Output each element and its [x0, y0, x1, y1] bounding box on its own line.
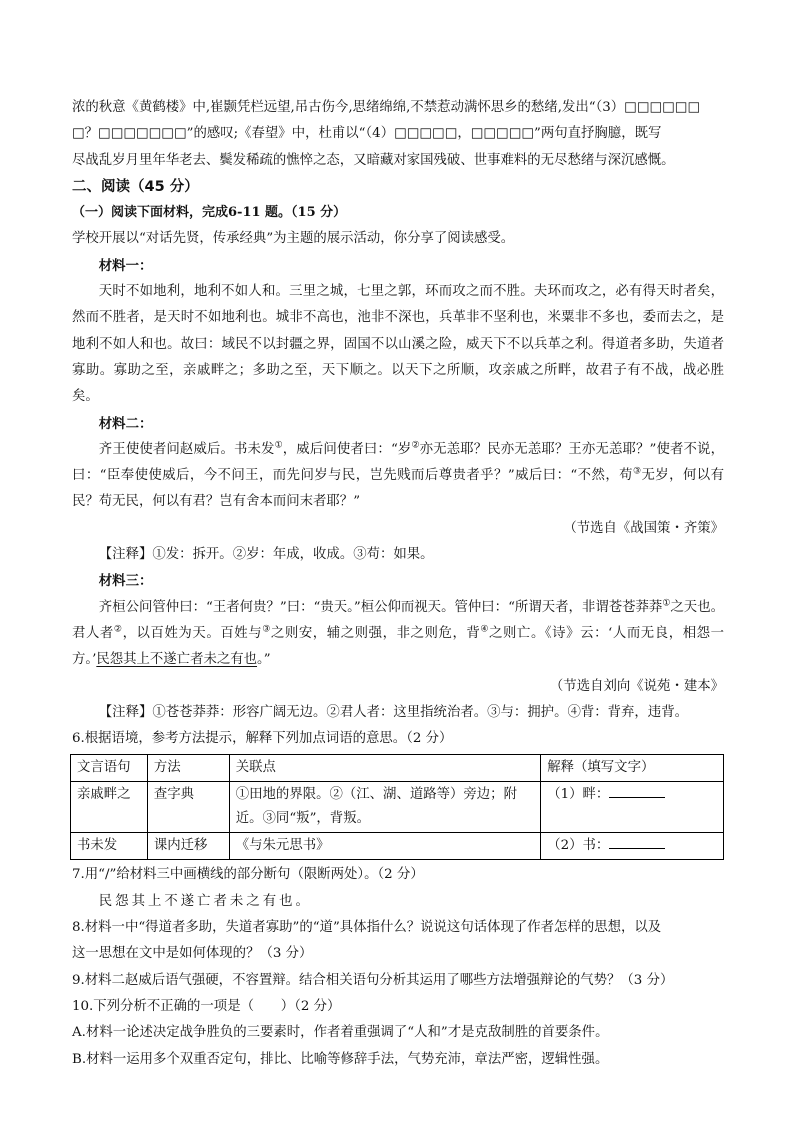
- answer-cell: （2）书：: [541, 833, 724, 860]
- q7-sentence: 民怨其上不遂亡者未之有也。: [98, 893, 312, 909]
- table-cell: 《与朱元思书》: [229, 833, 540, 860]
- material2-label: 材料二：: [98, 415, 153, 432]
- material3-text: 齐桓公问管仲曰：“王者何贵？”曰：“贵天。”桓公仰而视天。管仲曰：“所谓天者，非谓苍苍莽莽①之天也。君人者②，以百姓为天。百姓与③之则安，辅之则强，非之则危，背④之则亡。《诗》云：‘人而无良，相怨一方。’民怨其上不遂亡者未之有也。”: [72, 598, 725, 668]
- section2-title: 二、阅读（45 分）: [72, 178, 199, 195]
- answer-blank[interactable]: [609, 784, 665, 798]
- material2-annotation: 【注释】①发：拆开。②岁：年成，收成。③苟：如果。: [98, 547, 434, 563]
- material3-annotation: 【注释】①苍苍莽莽：形容广阔无边。②君人者：这里指统治者。③与：拥护。④背：背弃，违背。: [98, 704, 688, 720]
- table-cell: 课内迁移: [147, 833, 229, 860]
- top-paragraph-line2: □？□□□□□□□”的感叹;《春望》中，杜甫以“（4）□□□□□，□□□□□”两句直抒胸臆，既写: [72, 126, 662, 142]
- table-cell: 查字典: [147, 782, 229, 833]
- q7-stem: 7.用“/”给材料三中画横线的部分断句（限断两处）。（2 分）: [72, 867, 424, 883]
- q10-option-b: B.材料一运用多个双重否定句，排比、比喻等修辞手法，气势充沛，章法严密，逻辑性强。: [72, 1051, 609, 1067]
- table-header-row: [71, 755, 724, 782]
- table-row: [71, 833, 724, 860]
- q9-stem: 9.材料二赵威后语气强硬，不容置辩。结合相关语句分析其运用了哪些方法增强辩论的气势？（3 分）: [72, 972, 674, 988]
- footnote-marker: ②: [113, 624, 123, 635]
- table-header: 文言语句: [71, 755, 148, 782]
- answer-blank[interactable]: [609, 835, 665, 849]
- material2-text: 齐王使使者问赵威后。书未发①，威后问使者曰：“岁②亦无恙耶？民亦无恙耶？王亦无恙耶？”使者不说，曰：“臣奉使使威后，今不问王，而先问岁与民，岂先贱而后尊贵者乎？”威后曰：“不然，苟③无岁，何以有民？苟无民，何以有君？岂有舍本而问末者耶？”: [72, 440, 724, 510]
- footnote-marker: ②: [411, 440, 420, 451]
- table-header: 关联点: [229, 755, 540, 782]
- table-cell: ①田地的界限。②（江、湖、道路等）旁边；附近。③同“叛”，背叛。: [229, 782, 540, 833]
- footnote-marker: ①: [274, 440, 283, 451]
- material2-source: （节选自《战国策・齐策》: [563, 520, 724, 536]
- answer-cell: （1）畔：: [541, 782, 724, 833]
- footnote-marker: ①: [662, 598, 671, 609]
- underlined-sentence: 民怨其上不遂亡者未之有也: [96, 652, 258, 668]
- table-cell: 书未发: [71, 833, 148, 860]
- table-header: 解释（填写文字）: [541, 755, 724, 782]
- footnote-marker: ③: [632, 466, 642, 477]
- material1-label: 材料一：: [98, 257, 153, 274]
- table-row: [71, 782, 724, 833]
- intro-text: 学校开展以“对话先贤，传承经典”为主题的展示活动，你分享了阅读感受。: [72, 231, 515, 247]
- top-paragraph-line1: 浓的秋意《黄鹤楼》中,崔颢凭栏远望,吊古伤今,思绪绵绵,不禁惹动满怀思乡的愁绪,发出“（3）□□□□□□: [72, 100, 701, 115]
- top-paragraph-line3: 尽战乱岁月里年华老去、鬓发稀疏的憔悴之态，又暗藏对家国残破、世事难料的无尽愁绪与深沉感慨。: [72, 152, 675, 168]
- material3-label: 材料三：: [98, 573, 153, 590]
- document-page: [72, 95, 724, 1073]
- table-header: 方法: [147, 755, 229, 782]
- q8-line2: 这一思想在文中是如何体现的？（3 分）: [72, 946, 313, 962]
- material3-source: （节选自刘向《说苑・建本》: [549, 678, 724, 694]
- q8-line1: 8.材料一中“得道者多助，失道者寡助”的“道”具体指什么？说说这句话体现了作者怎样的思想，以及: [72, 920, 662, 936]
- q10-option-a: A.材料一论述决定战争胜负的三要素时，作者着重强调了“人和”才是克敌制胜的首要条件。: [72, 1025, 609, 1041]
- q10-stem: 10.下列分析不正确的一项是（ ）（2 分）: [72, 998, 341, 1014]
- footnote-marker: ④: [480, 624, 490, 635]
- q6-stem: 6.根据语境，参考方法提示，解释下列加点词语的意思。（2 分）: [72, 731, 453, 747]
- table-cell: 亲戚畔之: [71, 782, 148, 833]
- subsection1-title: （一）阅读下面材料，完成6-11 题。（15 分）: [72, 205, 347, 221]
- material1-text: 天时不如地利，地利不如人和。三里之城，七里之郭，环而攻之而不胜。夫环而攻之，必有得天时者矣，然而不胜者，是天时不如地利也。城非不高也，池非不深也，兵革非不坚利也，米粟非不多也，委而去之，是地利不如人和也。故曰：域民不以封疆之界，固国不以山溪之险，威天下不以兵革之利。得道者多助，失道者寡助。寡助之至，亲戚畔之；多助之至，天下顺之。以天下之所顺，攻亲戚之所畔，故君子有不战，战必胜矣。: [72, 284, 724, 405]
- footnote-marker: ③: [262, 624, 271, 635]
- q6-table: [70, 754, 724, 860]
